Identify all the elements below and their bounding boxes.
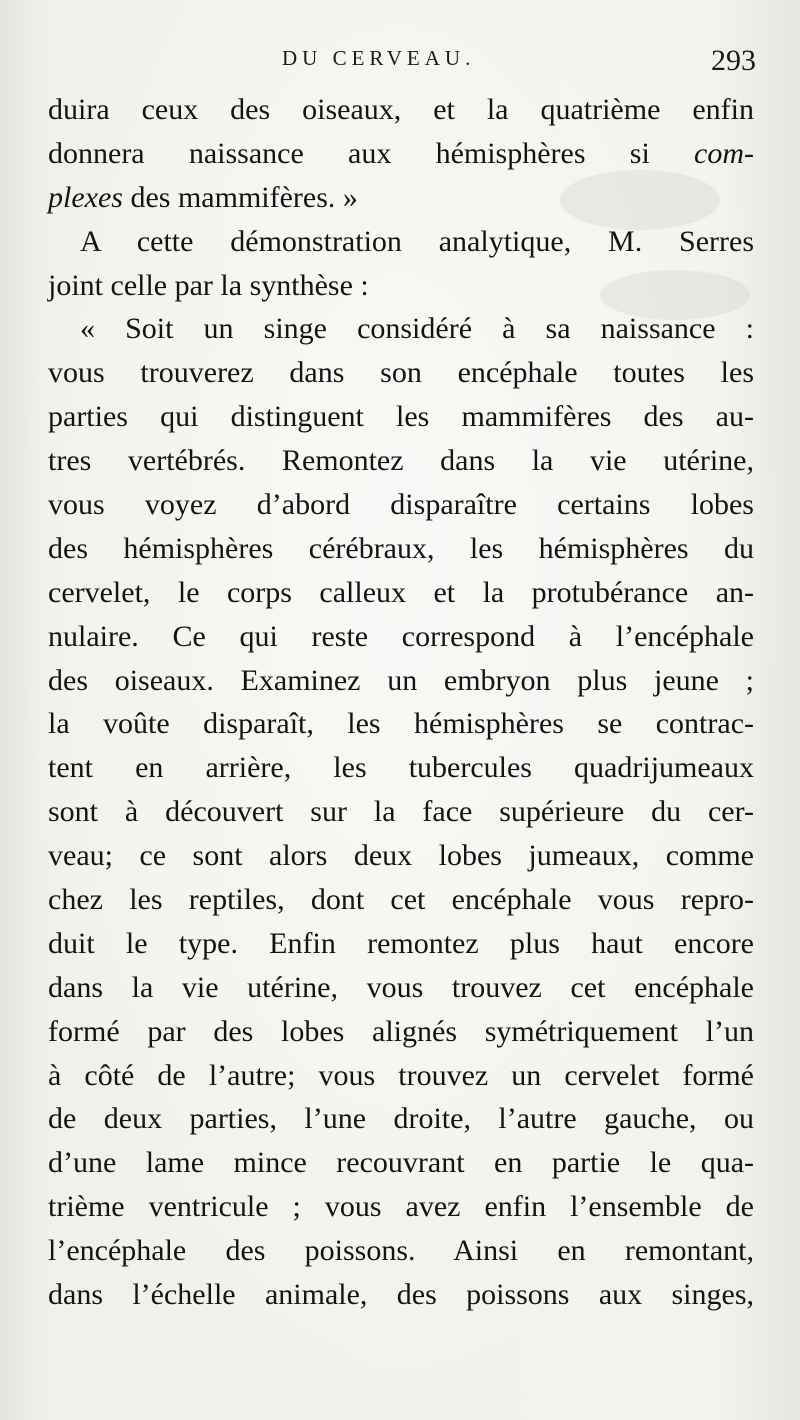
line-text: joint celle par la synthèse : xyxy=(48,268,369,302)
text-line xyxy=(48,351,754,395)
line-text: duira ceux des oiseaux, et la quatrième enfin xyxy=(48,93,754,126)
line-text: dans la vie utérine, vous trouvez cet encéphale xyxy=(48,970,754,1004)
text-line xyxy=(48,1273,754,1317)
text-line xyxy=(48,307,754,351)
line-text: de deux parties, l’une droite, l’autre gauche, ou xyxy=(48,1102,754,1136)
line-text: A cette démonstration analytique, M. Serres xyxy=(80,224,754,258)
line-text: l’encéphale des poissons. Ainsi en remontant, xyxy=(48,1234,754,1268)
line-text: sont à découvert sur la face supérieure du cer- xyxy=(48,795,754,829)
text-line xyxy=(48,1185,754,1229)
text-line xyxy=(48,659,754,703)
text-line xyxy=(48,527,754,571)
line-text: des mammifères. » xyxy=(122,180,358,214)
italic-text: plexes xyxy=(48,180,123,214)
text-line xyxy=(48,132,754,176)
line-text: duit le type. Enfin remontez plus haut encore xyxy=(48,926,754,960)
text-line xyxy=(48,878,754,922)
text-line xyxy=(48,746,754,790)
line-text: « Soit un singe considéré à sa naissance : xyxy=(80,312,754,346)
text-line xyxy=(48,88,754,132)
line-text: cervelet, le corps calleux et la protubérance an- xyxy=(48,575,754,609)
text-line xyxy=(48,1054,754,1098)
line-text: tent en arrière, les tubercules quadrijumeaux xyxy=(48,751,754,785)
text-line xyxy=(48,1010,754,1054)
line-text: d’une lame mince recouvrant en partie le qua- xyxy=(48,1146,754,1180)
line-text: donnera naissance aux hémisphères si xyxy=(48,136,695,170)
line-text: trième ventricule ; vous avez enfin l’ensemble de xyxy=(48,1190,754,1224)
line-text: à côté de l’autre; vous trouvez un cervelet formé xyxy=(48,1058,754,1092)
text-line xyxy=(48,395,754,439)
text-line xyxy=(48,1229,754,1273)
text-line xyxy=(48,483,754,527)
line-text: nulaire. Ce qui reste correspond à l’encéphale xyxy=(48,619,754,653)
line-text: chez les reptiles, dont cet encéphale vous repro- xyxy=(48,883,754,917)
text-line xyxy=(48,439,754,483)
text-line xyxy=(48,571,754,615)
line-text: vous voyez d’abord disparaître certains lobes xyxy=(48,488,754,522)
text-line xyxy=(48,702,754,746)
text-line xyxy=(48,834,754,878)
line-text: parties qui distinguent les mammifères des au- xyxy=(48,400,754,434)
text-line xyxy=(48,1097,754,1141)
text-line xyxy=(48,966,754,1010)
page-header xyxy=(0,44,800,84)
text-line xyxy=(48,1141,754,1185)
line-text: des hémisphères cérébraux, les hémisphères du xyxy=(48,531,754,565)
text-line xyxy=(48,220,754,264)
line-text: dans l’échelle animale, des poissons aux singes, xyxy=(48,1278,754,1312)
body-text xyxy=(48,88,754,1317)
line-text: tres vertébrés. Remontez dans la vie utérine, xyxy=(48,444,754,478)
line-text: des oiseaux. Examinez un embryon plus jeune ; xyxy=(48,663,754,697)
text-line xyxy=(48,922,754,966)
text-line xyxy=(48,790,754,834)
line-text: vous trouverez dans son encéphale toutes les xyxy=(48,356,754,390)
running-head: DU CERVEAU. xyxy=(282,46,476,70)
text-line xyxy=(48,176,754,220)
text-line xyxy=(48,264,754,308)
italic-text: com- xyxy=(694,136,754,170)
page-number: 293 xyxy=(711,44,756,77)
line-text: veau; ce sont alors deux lobes jumeaux, comme xyxy=(48,839,754,873)
line-text: la voûte disparaît, les hémisphères se contrac- xyxy=(48,707,754,741)
line-text: formé par des lobes alignés symétriquement l’un xyxy=(48,1014,754,1048)
text-line xyxy=(48,615,754,659)
